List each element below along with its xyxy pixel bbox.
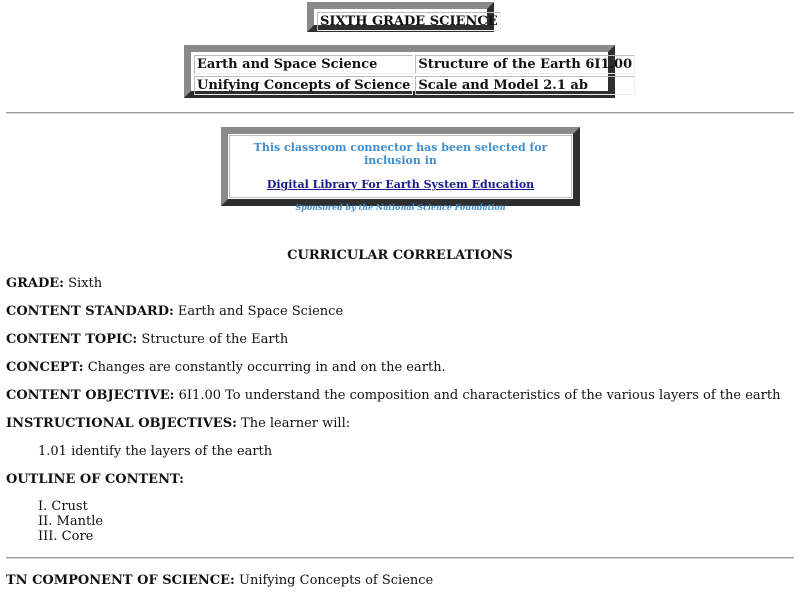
field-value: Structure of the Earth [141, 332, 289, 347]
field-value: Unifying Concepts of Science [239, 573, 434, 588]
section-heading: CURRICULAR CORRELATIONS [287, 248, 513, 263]
dlese-link[interactable]: Digital Library For Earth System Education [266, 178, 535, 191]
field-label: GRADE: [6, 276, 64, 291]
field-content-standard [6, 304, 343, 319]
outline-item: II. Mantle [38, 514, 104, 529]
header-table [184, 45, 633, 98]
sponsor-text: Sponsored by the National Science Foundation [295, 202, 506, 212]
outline-item: I. Crust [38, 499, 88, 514]
field-instructional-objectives [6, 416, 350, 431]
field-tn-component [6, 573, 433, 588]
field-label: CONTENT TOPIC: [6, 332, 138, 347]
dlese-notice: This classroom connector has been selected for inclusion in [253, 141, 548, 167]
field-value: Sixth [68, 276, 103, 291]
page-title: SIXTH GRADE SCIENCE [317, 12, 501, 31]
field-label: TN COMPONENT OF SCIENCE: [6, 573, 235, 588]
field-label: CONTENT STANDARD: [6, 304, 174, 319]
divider [6, 112, 794, 114]
dlese-box [221, 127, 580, 212]
field-value: Earth and Space Science [177, 304, 344, 319]
field-value: Changes are constantly occurring in and on the earth. [87, 360, 446, 375]
header-cell: Unifying Concepts of Science [194, 76, 413, 95]
field-content-topic [6, 332, 288, 347]
field-value: The learner will: [241, 416, 351, 431]
field-label: INSTRUCTIONAL OBJECTIVES: [6, 416, 237, 431]
title-box [307, 2, 498, 32]
field-label: CONCEPT: [6, 360, 84, 375]
header-cell: Scale and Model 2.1 ab [415, 76, 635, 95]
field-concept [6, 360, 446, 375]
field-content-objective [6, 388, 780, 403]
instructional-item: 1.01 identify the layers of the earth [38, 444, 273, 459]
field-label: CONTENT OBJECTIVE: [6, 388, 175, 403]
field-value: 6I1.00 To understand the composition and characteristics of the various layers of the earth [178, 388, 781, 403]
outline-label: OUTLINE OF CONTENT: [6, 472, 184, 487]
field-grade [6, 276, 102, 291]
header-cell: Structure of the Earth 6I1.00 [415, 55, 635, 74]
divider [6, 557, 794, 559]
outline-item: III. Core [38, 529, 94, 544]
header-cell: Earth and Space Science [194, 55, 413, 74]
